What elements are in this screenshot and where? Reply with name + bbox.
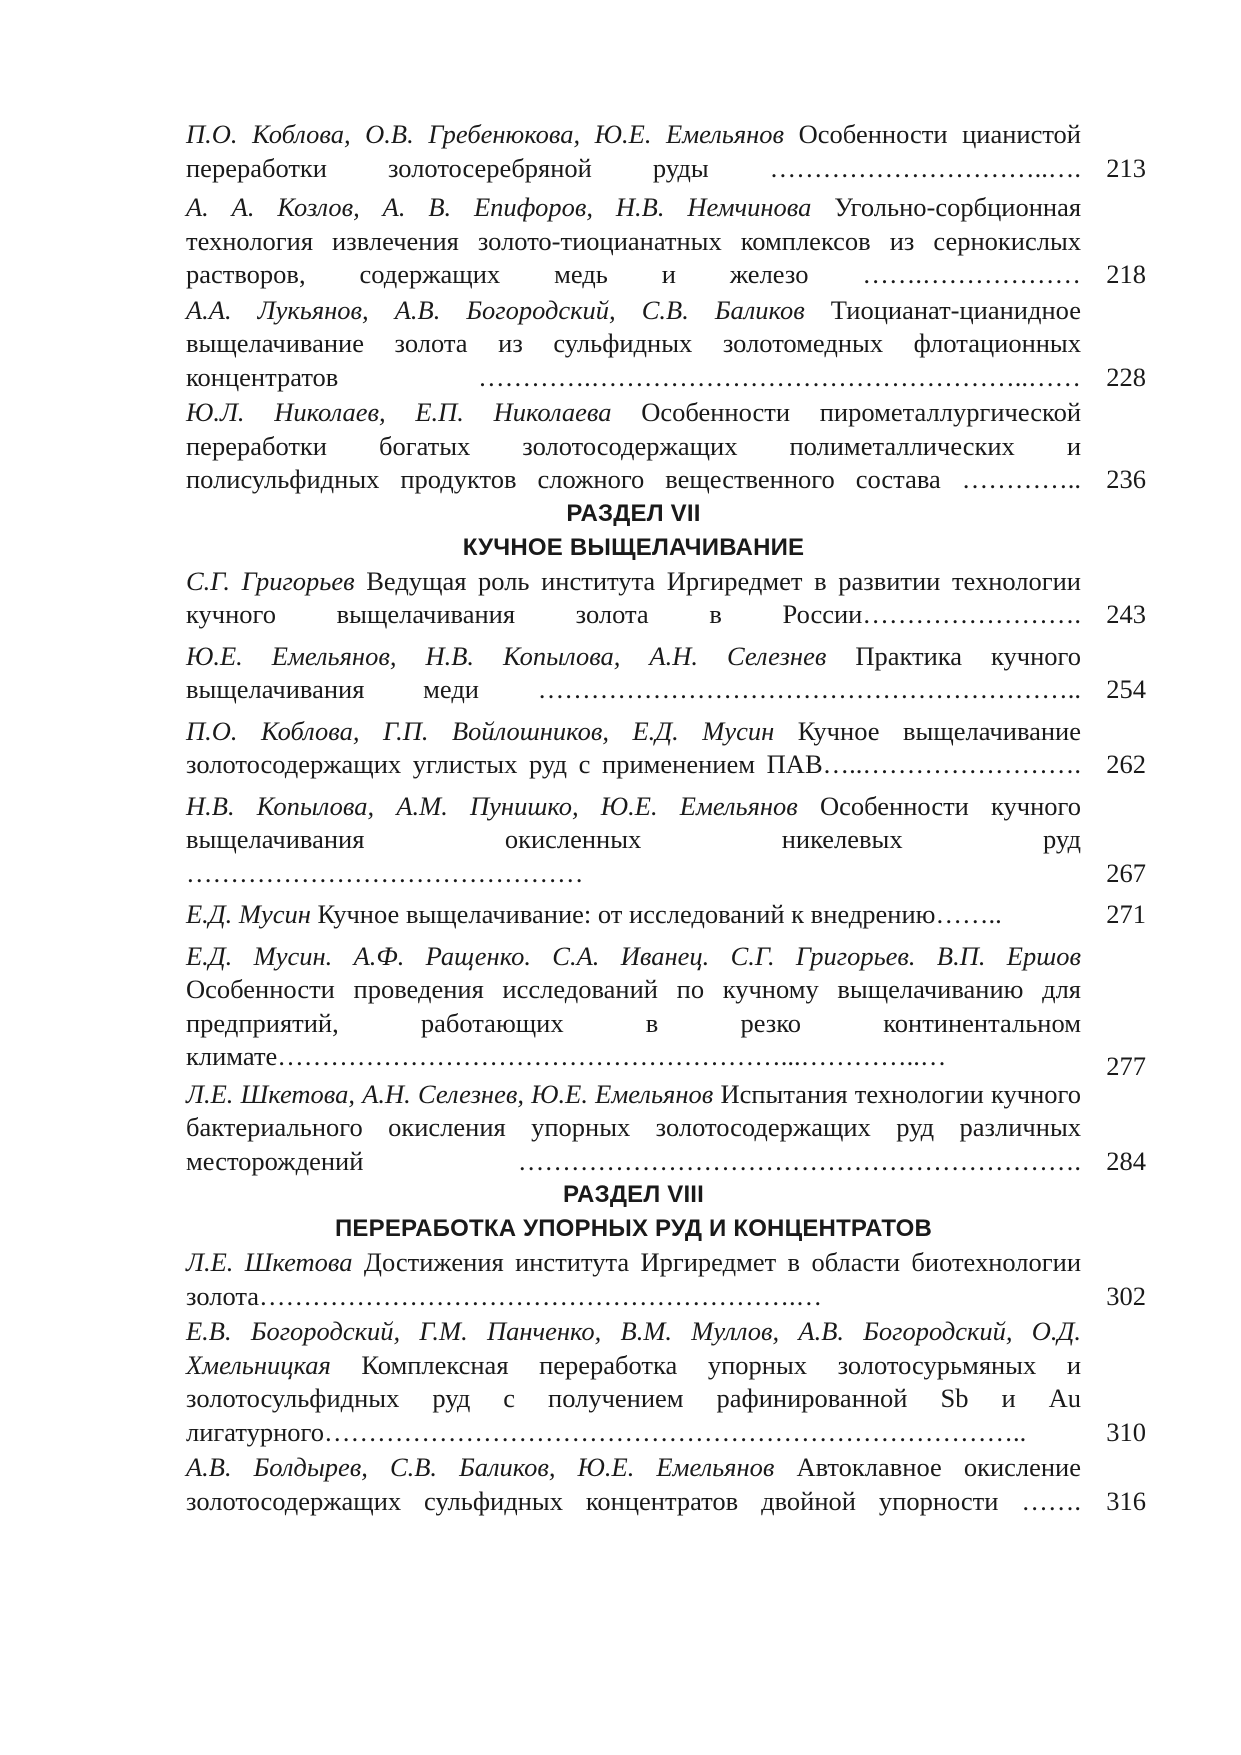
toc-entry-text xyxy=(186,565,1081,632)
toc-entry-title: Достижения института Иргиредмет в области биотехнологии золота xyxy=(186,1247,1082,1311)
toc-entry-leader: ……………………. xyxy=(862,599,1081,629)
toc-entry-text xyxy=(186,640,1081,707)
toc-entry xyxy=(186,118,1146,185)
toc-entry-page: 271 xyxy=(1106,899,1146,929)
toc-entry xyxy=(186,565,1146,632)
table-of-contents xyxy=(186,118,1146,1518)
toc-entry xyxy=(186,898,1146,932)
toc-entry-text xyxy=(186,118,1081,185)
toc-entry xyxy=(186,940,1146,1081)
toc-entry-text xyxy=(186,715,1081,782)
toc-entry-page: 243 xyxy=(1106,599,1146,629)
toc-entry-leader: …………………………………………………….. xyxy=(537,674,1081,704)
toc-entry-title: Угольно-сорбционная технология извлечения золото-тиоцианатных комплексов из сернокислых растворов, содержащих медь и железо xyxy=(186,192,1082,289)
toc-entry-page: 302 xyxy=(1106,1280,1146,1311)
toc-entry-authors: С.Г. Григорьев xyxy=(186,565,355,596)
toc-entry xyxy=(186,790,1146,891)
toc-entry-authors: П.О. Коблова, О.В. Гребенюкова, Ю.Е. Емельянов xyxy=(186,119,785,149)
toc-entry-page: 213 xyxy=(1106,152,1146,183)
toc-entry-page: 310 xyxy=(1106,1416,1146,1447)
toc-entry-authors: Ю.Е. Емельянов, Н.В. Копылова, А.Н. Селезнев xyxy=(186,640,827,671)
toc-entry-leader: …………………………………………………...…………..… xyxy=(277,1041,947,1071)
toc-entry-title: Особенности кучного выщелачивания окисленных никелевых руд xyxy=(186,790,1082,854)
toc-entry xyxy=(186,294,1146,395)
toc-entry-leader: …………………………………………………………………….. xyxy=(323,1416,1027,1447)
toc-entry-page: 228 xyxy=(1106,361,1146,392)
toc-entry-leader: ……………………………………… xyxy=(186,857,584,888)
toc-entry xyxy=(186,396,1146,497)
toc-entry-leader: ……. xyxy=(1021,1485,1082,1516)
toc-entry-authors: А. А. Козлов, А. В. Епифоров, Н.В. Немчинова xyxy=(186,192,812,222)
toc-entry-authors: А.В. Болдырев, С.В. Баликов, Ю.Е. Емельянов xyxy=(186,1452,775,1482)
toc-entry-page: 218 xyxy=(1106,259,1146,289)
toc-entry-leader: …….……………… xyxy=(862,259,1081,289)
toc-entry-authors: Н.В. Копылова, А.М. Пунишко, Ю.Е. Емельянов xyxy=(186,790,798,821)
toc-entry-leader: …….. xyxy=(935,899,1002,929)
toc-entry-authors: П.О. Коблова, Г.П. Войлошников, Е.Д. Мусин xyxy=(186,715,775,746)
toc-entry-title: Кучное выщелачивание: от исследований к внедрению xyxy=(317,899,936,929)
toc-entry-title: Практика кучного выщелачивания меди xyxy=(186,640,1082,704)
toc-entry-title: Кучное выщелачивание золотосодержащих углистых руд с применением ПАВ xyxy=(186,715,1081,779)
toc-entry xyxy=(186,1078,1146,1179)
toc-entry-leader: ………………………………………………………. xyxy=(517,1145,1081,1176)
toc-entry-title: Испытания технологии кучного бактериального окисления упорных золотосодержащих руд различных месторождений xyxy=(186,1078,1082,1176)
toc-entry-title: Ведущая роль института Иргиредмет в развитии технологии кучного выщелачивания золота в России xyxy=(186,565,1081,629)
toc-entry-leader: ………….…………………………………………..…… xyxy=(478,361,1081,392)
toc-entry-authors: Е.Д. Мусин. А.Ф. Ращенко. С.А. Иванец. С.Г. Григорьев. В.П. Ершов xyxy=(186,940,1081,971)
toc-entry-page: 316 xyxy=(1106,1485,1146,1516)
toc-entry xyxy=(186,1451,1146,1518)
toc-entry-text xyxy=(186,191,1081,292)
toc-entry-leader: …………………………………………………….… xyxy=(259,1280,823,1311)
toc-entry-text xyxy=(186,1078,1081,1179)
toc-entry-text xyxy=(186,1451,1081,1518)
toc-entry-leader: …………………………..…. xyxy=(769,152,1081,183)
toc-entry-text xyxy=(186,396,1081,497)
toc-entry-text xyxy=(186,1315,1081,1449)
toc-entry-title: Особенности пирометаллургической переработки богатых золотосодержащих полиметаллических и полисульфидных продуктов сложного вещественного состава xyxy=(186,397,1081,494)
section-title: КУЧНОЕ ВЫЩЕЛАЧИВАНИЕ xyxy=(462,533,805,561)
toc-entry-page: 277 xyxy=(1106,1051,1146,1081)
toc-entry-title: Особенности цианистой переработки золотосеребряной руды xyxy=(186,119,1081,183)
toc-entry-page: 236 xyxy=(1106,464,1146,494)
section-label: РАЗДЕЛ VIII xyxy=(562,1181,705,1208)
toc-entry-text xyxy=(186,940,1081,1074)
section-label: РАЗДЕЛ VII xyxy=(566,499,701,527)
toc-entry-page: 284 xyxy=(1106,1145,1146,1176)
toc-entry-text xyxy=(186,294,1081,395)
section-title: ПЕРЕРАБОТКА УПОРНЫХ РУД И КОНЦЕНТРАТОВ xyxy=(334,1215,933,1242)
toc-entry-authors: Л.Е. Шкетова, А.Н. Селезнев, Ю.Е. Емельянов xyxy=(186,1078,714,1109)
toc-entry xyxy=(186,1315,1146,1449)
toc-entry-title: Тиоцианат-цианидное выщелачивание золота из сульфидных золотомедных флотационных концентратов xyxy=(186,294,1081,392)
toc-entry-authors: Л.Е. Шкетова xyxy=(186,1247,353,1277)
toc-entry-authors: Ю.Л. Николаев, Е.П. Николаева xyxy=(186,397,612,427)
toc-entry-page: 262 xyxy=(1106,749,1146,779)
toc-entry-page: 254 xyxy=(1106,674,1146,704)
toc-entry-leader: …..……………………. xyxy=(822,749,1081,779)
toc-entry-title: Автоклавное окисление золотосодержащих сульфидных концентратов двойной упорности xyxy=(186,1452,1082,1516)
toc-entry-leader: ………….. xyxy=(961,464,1081,494)
toc-entry-page: 267 xyxy=(1106,857,1146,888)
toc-entry xyxy=(186,1246,1146,1313)
toc-entry xyxy=(186,715,1146,782)
toc-entry-text xyxy=(186,1246,1081,1313)
toc-entry-title: Особенности проведения исследований по кучному выщелачиванию для предприятий, работающих в резко континентальном климате xyxy=(186,974,1081,1071)
toc-entry-authors: Е.Д. Мусин xyxy=(186,899,311,929)
toc-entry xyxy=(186,640,1146,707)
toc-entry-authors: А.А. Лукьянов, А.В. Богородский, С.В. Баликов xyxy=(186,294,805,325)
toc-entry-text xyxy=(186,898,1081,932)
toc-entry xyxy=(186,191,1146,292)
toc-entry-authors: Е.В. Богородский, Г.М. Панченко, В.М. Муллов, А.В. Богородский, О.Д. Хмельницкая xyxy=(186,1316,1081,1380)
toc-entry-text xyxy=(186,790,1081,891)
toc-entry-title: Комплексная переработка упорных золотосурьмяных и золотосульфидных руд с получением рафинированной Sb и Au лигатурного xyxy=(186,1349,1081,1447)
